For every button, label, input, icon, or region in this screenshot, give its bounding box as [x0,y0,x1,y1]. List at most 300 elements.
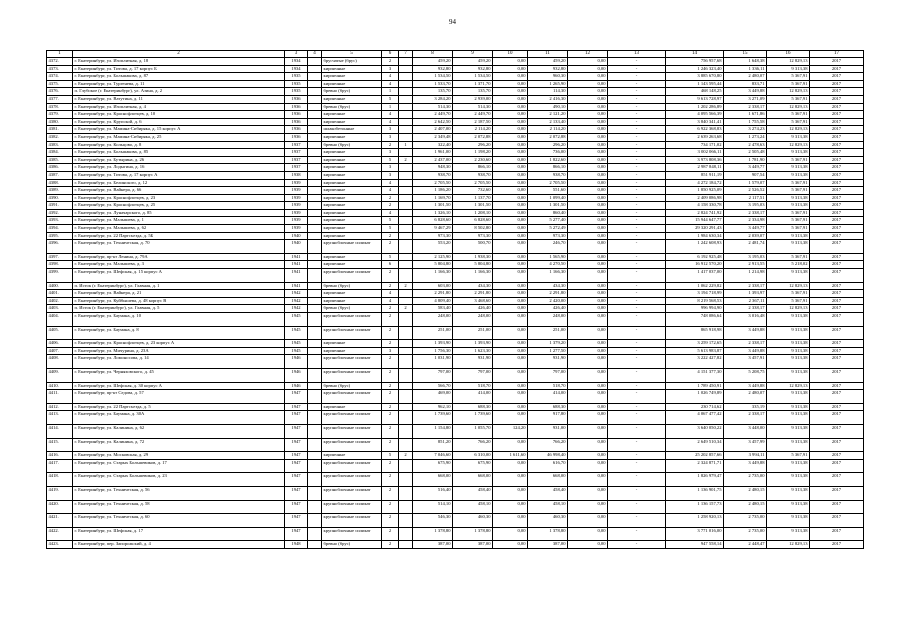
table-row [47,217,864,225]
table-cell [308,217,322,225]
table-cell: 851,20 [413,438,453,452]
table-cell: 6 192 925,48 [666,253,724,261]
table-cell: 3 [382,126,399,134]
header-cell: 15 [724,51,767,58]
table-cell: 2 480,07 [724,390,767,404]
table-cell: 0,00 [568,149,608,157]
table-row [47,290,864,298]
table-cell: 833,71 [724,80,767,88]
table-cell: бревно (брус) [322,282,382,290]
table-cell: 4401. [47,290,73,298]
table-cell: 4409. [47,368,73,382]
table-cell: кирпичные [322,194,382,202]
table-cell: 2 367,11 [724,297,767,305]
table-cell: 3 222 427,82 [666,355,724,369]
table-cell: 0,00 [568,541,608,549]
table-cell [308,141,322,149]
table-cell: 0,00 [493,261,528,269]
table-cell: 2 114,20 [453,126,493,134]
table-cell: 2017 [810,411,864,425]
table-cell: 9 313,38 [767,65,810,73]
table-cell: 5 367,91 [767,179,810,187]
table-cell: 603,00 [413,282,453,290]
table-cell: 251,00 [413,326,453,340]
table-cell: 1946 [285,382,308,390]
table-cell: 3 194 718,99 [666,290,724,298]
table-cell: 2017 [810,347,864,355]
table-cell: - [608,411,666,425]
table-cell: - [608,149,666,157]
table-cell: 4419. [47,486,73,500]
table-cell: 1 099,40 [528,194,568,202]
table-cell: 1 026 749,89 [666,390,724,404]
table-cell [399,202,413,210]
header-cell: 13 [608,51,666,58]
table-cell: г. Екатеринбург, ул. Большакова, д. 85 [73,149,285,157]
table-cell: 12 829,13 [767,58,810,66]
table-cell: г. Екатеринбург, ул. Калинина, д. 72 [73,438,285,452]
table-cell: 2017 [810,514,864,528]
table-cell: 0,00 [493,156,528,164]
table-cell: - [608,111,666,119]
table-cell: 9 313,38 [767,149,810,157]
table-cell: 1947 [285,527,308,541]
table-cell: 0,00 [493,80,528,88]
table-cell: крупноблочные силикат [322,326,382,340]
table-cell: 1946 [285,355,308,369]
table-cell: 0,00 [493,202,528,210]
table-cell: 5 367,91 [767,297,810,305]
table-cell: 4376. [47,88,73,96]
table-cell: 1 579,07 [724,179,767,187]
table-cell: 0,00 [568,73,608,81]
table-cell: 1942 [285,297,308,305]
table-cell: 0,00 [493,240,528,254]
table-cell [399,438,413,452]
table-row [47,164,864,172]
table-cell: 0,00 [568,133,608,141]
table-cell: 1936 [285,133,308,141]
table-cell: 1 938,30 [453,253,493,261]
table-cell: 2017 [810,527,864,541]
table-cell: 2017 [810,355,864,369]
table-cell: 0,00 [568,164,608,172]
table-cell [399,88,413,96]
table-row [47,187,864,195]
table-row [47,133,864,141]
table-cell: 0,00 [493,103,528,111]
table-cell: 0,00 [568,347,608,355]
table-cell: 4 067 477,42 [666,411,724,425]
table-cell: 566,70 [413,382,453,390]
table-cell [308,269,322,283]
table-cell: 1947 [285,411,308,425]
table-cell: 1939 [285,217,308,225]
table-cell: 0,00 [568,261,608,269]
table-cell: крупноблочные силикат [322,269,382,283]
table-cell: - [608,118,666,126]
table-cell: 0,00 [568,452,608,460]
table-cell: 2 [382,313,399,327]
table-cell: г. Екатеринбург, ул. Изоплитная, д. 18 [73,58,285,66]
table-row [47,326,864,340]
table-cell: г. Екатеринбург, ул. Краснофлотцев, д. 25 [73,202,285,210]
table-cell: г. Екатеринбург, ул. Тургенева, д. 11 [73,80,285,88]
table-cell: 9 313,38 [767,390,810,404]
table-cell: 4385. [47,156,73,164]
table-cell: 3 [382,347,399,355]
table-cell: 1945 [285,326,308,340]
table-cell: 5 [382,156,399,164]
table-cell: 4375. [47,80,73,88]
table-cell: 4 [382,80,399,88]
table-cell [399,73,413,81]
table-cell: 2 824 741,92 [666,209,724,217]
table-cell: 9 313,38 [767,473,810,487]
table-cell: 3 468,60 [453,297,493,305]
table-cell: - [608,452,666,460]
table-cell: г. Екатеринбург, ул. 22 Партсъезда, д. 5 [73,403,285,411]
table-cell: - [608,141,666,149]
table-cell: - [608,187,666,195]
table-cell: 3 885 670,80 [666,73,724,81]
table-cell [308,313,322,327]
table-cell: 5 218,02 [767,261,810,269]
table-cell: 16 912 570,20 [666,261,724,269]
table-cell: 3 002 066,11 [666,149,724,157]
table-row [47,179,864,187]
table-cell: 2017 [810,382,864,390]
table-cell: 551,60 [528,187,568,195]
table-cell: 0,00 [568,80,608,88]
table-cell: 4380. [47,118,73,126]
table-row [47,156,864,164]
table-cell: 9 313,38 [767,240,810,254]
table-cell: 546,30 [413,514,453,528]
table-cell: 2017 [810,253,864,261]
table-cell: 2017 [810,438,864,452]
table-cell: 1936 [285,95,308,103]
table-cell: 135,70 [453,88,493,96]
table-cell: 2 [382,202,399,210]
table-cell: 2017 [810,126,864,134]
table-cell: 3 448,00 [724,424,767,438]
table-cell [399,290,413,298]
table-cell: 3 [382,164,399,172]
table-cell: 0,00 [493,65,528,73]
table-cell [399,103,413,111]
table-cell: 2 [399,452,413,460]
table-cell: 1947 [285,459,308,473]
table-row [47,141,864,149]
table-cell: 5 367,91 [767,118,810,126]
table-cell: 688,30 [453,403,493,411]
table-cell: 2017 [810,194,864,202]
table-cell: 4377. [47,95,73,103]
table-cell: 2017 [810,340,864,348]
table-cell: 0,00 [493,149,528,157]
table-cell: кирпичные [322,202,382,210]
table-cell: 907,54 [724,171,767,179]
table-cell: 460,30 [528,514,568,528]
table-cell [308,305,322,313]
table-cell [308,486,322,500]
table-cell: 500,70 [453,240,493,254]
table-cell: - [608,225,666,233]
table-cell: г. Екатеринбург, ул. Шефская, д. 15 корпус А [73,269,285,283]
table-cell: г. Екатеринбург, ул. Старых Большевиков, д. 17 [73,459,285,473]
table-cell: 0,00 [568,95,608,103]
table-cell: - [608,240,666,254]
table-cell: крупноблочные силикат [322,313,382,327]
table-cell: 4391. [47,202,73,210]
table-cell [399,111,413,119]
table-cell: 1937 [285,149,308,157]
table-cell: 2017 [810,95,864,103]
table-cell: 2017 [810,149,864,157]
table-cell: 4386. [47,164,73,172]
table-cell: 1947 [285,452,308,460]
table-cell: 0,00 [568,202,608,210]
table-cell: 4395. [47,232,73,240]
table-cell: 1939 [285,194,308,202]
table-row [47,452,864,460]
table-row [47,73,864,81]
table-cell: 938,70 [453,171,493,179]
table-cell: 4412. [47,403,73,411]
table-cell: 5 613 983,87 [666,347,724,355]
table-cell: 2017 [810,118,864,126]
table-cell: 0,00 [493,355,528,369]
table-cell: 3 449,77 [724,164,767,172]
table-cell: бревно (брус) [322,305,382,313]
table-cell: 1939 [285,179,308,187]
table-cell: 748 086,64 [666,313,724,327]
table-cell: 0,00 [568,225,608,233]
table-cell: 387,00 [453,541,493,549]
table-cell: 756 957,68 [666,58,724,66]
table-cell: 1947 [285,438,308,452]
table-cell: 1 671,86 [724,111,767,119]
table-row [47,103,864,111]
table-cell: 2 [382,269,399,283]
table-cell: 15 944 647,77 [666,217,724,225]
table-cell [399,347,413,355]
table-cell: г. Екатеринбург, пер. Запорожский, д. 4 [73,541,285,549]
table-cell: крупноблочные силикат [322,438,382,452]
table-cell: 938,70 [413,171,453,179]
table-cell: 1 208,10 [453,209,493,217]
table-cell: 458,10 [453,500,493,514]
table-cell: 960,30 [528,73,568,81]
table-cell: г. Екатеринбург, ул. Большакова, д. 87 [73,73,285,81]
table-cell: г. Екатеринбург, ул. Мамина-Сибиряка, д. 15 корпус А [73,126,285,134]
table-cell: 948,30 [413,164,453,172]
table-cell: - [608,80,666,88]
table-cell: 0,00 [568,282,608,290]
table-cell: 2017 [810,179,864,187]
table-cell: 0,00 [493,340,528,348]
table-cell: 2017 [810,473,864,487]
table-cell [399,541,413,549]
table-cell: г. Екатеринбург, ул. Черняховского, д. 45 [73,368,285,382]
table-cell: брусчатые (брус) [322,58,382,66]
table-cell [399,368,413,382]
table-cell: 797,00 [453,368,493,382]
table-cell: 9 313,38 [767,194,810,202]
table-cell [399,403,413,411]
table-cell: 9 313,38 [767,514,810,528]
table-cell [399,126,413,134]
table-cell: бревно (брус) [322,541,382,549]
table-cell: 4 095 566,39 [666,111,724,119]
table-cell: 9 313,38 [767,326,810,340]
table-cell: 2 114,20 [528,126,568,134]
table-cell: 2 [382,390,399,404]
table-cell: 1 648,38 [724,58,767,66]
header-cell: 4 [308,51,322,58]
table-cell: 2 [382,340,399,348]
table-cell: 0,00 [493,209,528,217]
table-cell: 135,70 [413,88,453,96]
table-cell: 387,00 [413,541,453,549]
table-cell: 2 735,00 [724,527,767,541]
table-cell: 9 313,38 [767,313,810,327]
table-row [47,209,864,217]
table-cell: 1 379,20 [528,340,568,348]
table-cell: 616,70 [528,459,568,473]
table-cell [399,171,413,179]
table-cell: 414,00 [528,390,568,404]
table-cell: 0,00 [493,232,528,240]
table-cell: 0,00 [568,269,608,283]
table-cell: 514,30 [413,103,453,111]
table-cell [308,411,322,425]
table-cell: 996 994,90 [666,305,724,313]
table-cell: 1 136 901,75 [666,486,724,500]
table-cell: 3 449,88 [724,347,767,355]
table-cell: 1 166,30 [413,269,453,283]
table-cell: 2 230,60 [453,156,493,164]
table-cell: 5 208,75 [724,368,767,382]
table-cell: 0,00 [493,194,528,202]
table-cell [399,261,413,269]
table-cell: 2 642,50 [413,118,453,126]
table-cell: 4405. [47,326,73,340]
table-row [47,390,864,404]
table-cell: 2 407,00 [413,126,453,134]
table-cell: кирпичные [322,149,382,157]
table-cell: 0,00 [493,347,528,355]
table-cell: 0,00 [568,171,608,179]
table-cell: 4387. [47,171,73,179]
table-cell: 2 338,17 [724,282,767,290]
table-cell: 1 565,90 [528,253,568,261]
table-cell: 0,00 [493,269,528,283]
table-cell [399,424,413,438]
table-cell: - [608,459,666,473]
table-cell: 1947 [285,390,308,404]
table-cell: 553,20 [413,240,453,254]
table-cell [308,65,322,73]
table-row [47,411,864,425]
table-cell: 1936 [285,118,308,126]
table-cell: 1939 [285,202,308,210]
table-cell: 2 [399,156,413,164]
table-cell: 1 166,30 [453,269,493,283]
table-cell: 4397. [47,253,73,261]
table-cell: 1 393,97 [724,290,767,298]
table-cell [399,411,413,425]
table-cell: 0,00 [493,368,528,382]
table-cell: 973,30 [413,232,453,240]
table-cell: 1 166,30 [528,269,568,283]
table-cell: 2017 [810,261,864,269]
table-cell: 947 558,14 [666,541,724,549]
table-cell: 1935 [285,73,308,81]
table-cell: - [608,438,666,452]
table-cell: 5 [382,452,399,460]
table-cell: 0,00 [568,340,608,348]
table-cell: крупноблочные силикат [322,473,382,487]
table-cell: 1947 [285,424,308,438]
table-cell: г. Екатеринбург, ул. Ватутина, д. 11 [73,95,285,103]
header-cell: 5 [322,51,382,58]
table-cell: 2 338,17 [724,411,767,425]
table-cell: г. Екатеринбург, ул. Шефская, д. 17 [73,527,285,541]
table-cell: 2017 [810,103,864,111]
table-row [47,486,864,500]
table-cell: 1 [382,88,399,96]
table-cell [308,103,322,111]
table-cell [308,514,322,528]
table-row [47,118,864,126]
table-cell: 2 [382,194,399,202]
table-cell: 5 [382,95,399,103]
table-cell: 2 072,88 [453,133,493,141]
table-cell: 12 829,13 [767,103,810,111]
header-cell: 3 [285,51,308,58]
table-cell [399,486,413,500]
housing-register-table [46,50,863,549]
table-cell: 1939 [285,225,308,233]
table-cell: 0,00 [493,390,528,404]
table-cell: 25 202 857,66 [666,452,724,460]
table-cell: 9 313,38 [767,403,810,411]
table-cell: 1 961,00 [413,149,453,157]
table-cell: 2 [382,326,399,340]
table-cell: 4392. [47,209,73,217]
table-cell: 1934 [285,65,308,73]
table-cell: г. Екатеринбург, ул. Баумана, д. 30А [73,411,285,425]
table-cell: - [608,390,666,404]
table-cell [399,179,413,187]
table-cell: 0,00 [568,473,608,487]
table-cell: 938,70 [528,171,568,179]
table-cell [308,403,322,411]
table-cell: г. Екатеринбург, ул. Техническая, д. 70 [73,240,285,254]
table-cell: 860,40 [528,209,568,217]
table-cell: - [608,326,666,340]
table-cell: 0,00 [568,209,608,217]
table-cell: г. Екатеринбург, пр-кт Ленина, д. 79А [73,253,285,261]
table-cell: 0,00 [493,282,528,290]
table-cell: г. Екатеринбург, ул. Краснофлотцев, д. 23 корпус А [73,340,285,348]
table-cell: 4 158 330,78 [666,202,724,210]
table-cell: г. Екатеринбург, ул. Белинского, д. 12 [73,179,285,187]
table-cell [399,514,413,528]
table-cell [399,297,413,305]
